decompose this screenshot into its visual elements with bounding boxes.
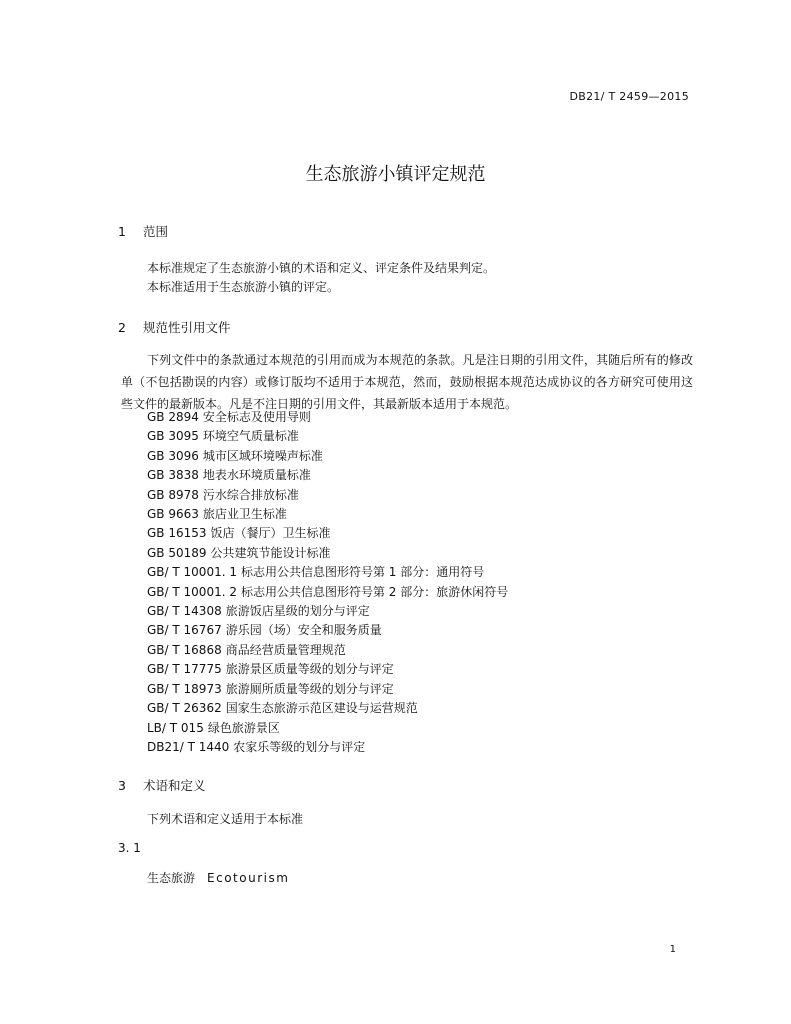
reference-item	[147, 524, 508, 543]
reference-code: GB/ T 14308	[147, 604, 222, 619]
reference-item	[147, 621, 508, 640]
reference-code: GB/ T 10001. 1	[147, 565, 237, 580]
reference-item	[147, 486, 508, 505]
reference-name: 国家生态旅游示范区建设与运营规范	[225, 701, 418, 716]
reference-code: GB 50189	[147, 545, 207, 560]
section-title: 术语和定义	[143, 778, 206, 793]
reference-list	[147, 408, 508, 757]
reference-item	[147, 466, 508, 485]
reference-item	[147, 719, 508, 738]
reference-code: GB/ T 16767	[147, 623, 222, 638]
reference-name: 安全标志及使用导则	[202, 410, 311, 424]
reference-name: 旅店业卫生标准	[202, 507, 287, 522]
standard-code: DB21/ T 2459—2015	[569, 90, 689, 103]
reference-item	[147, 660, 508, 679]
reference-item	[147, 738, 508, 757]
scope-paragraph-1: 本标准规定了生态旅游小镇的术语和定义、评定条件及结果判定。	[147, 261, 496, 275]
scope-paragraph-2: 本标准适用于生态旅游小镇的评定。	[147, 280, 340, 294]
reference-name: 环境空气质量标准	[202, 429, 299, 444]
reference-item	[147, 544, 508, 563]
reference-code: GB 16153	[147, 526, 207, 541]
reference-code: GB/ T 18973	[147, 681, 222, 696]
reference-code: LB/ T 015	[147, 720, 204, 735]
reference-code: GB 3095	[147, 429, 199, 444]
reference-code: GB 3096	[147, 448, 199, 463]
term-entry	[147, 869, 289, 886]
reference-code: GB 3838	[147, 468, 199, 483]
reference-item	[147, 699, 508, 718]
reference-name: 旅游饭店星级的划分与评定	[225, 604, 370, 619]
reference-name: 标志用公共信息图形符号第 2 部分：旅游休闲符号	[240, 584, 509, 599]
section-number: 3	[118, 778, 126, 793]
references-intro-paragraph: 下列文件中的条款通过本规范的引用而成为本规范的条款。凡是注日期的引用文件，其随后所有的修改单（不包括勘误的内容）或修订版均不适用于本规范，然而，鼓励根据本规范达成协议的各方研究可使用这些文件的最新版本。凡是不注日期的引用文件，其最新版本适用于本规范。	[121, 353, 693, 411]
reference-item	[147, 602, 508, 621]
reference-name: 公共建筑节能设计标准	[210, 545, 331, 560]
reference-item	[147, 505, 508, 524]
reference-name: 旅游厕所质量等级的划分与评定	[225, 681, 394, 696]
reference-name: 农家乐等级的划分与评定	[233, 739, 366, 754]
page-number: 1	[669, 944, 676, 955]
reference-item	[147, 408, 508, 427]
reference-code: GB/ T 16868	[147, 642, 222, 657]
reference-name: 商品经营质量管理规范	[225, 642, 346, 657]
section-2-heading	[118, 318, 231, 336]
reference-item	[147, 427, 508, 446]
reference-code: GB 2894	[147, 410, 199, 424]
reference-name: 污水综合排放标准	[202, 487, 299, 502]
reference-item	[147, 447, 508, 466]
document-title: 生态旅游小镇评定规范	[305, 164, 486, 185]
reference-name: 标志用公共信息图形符号第 1 部分：通用符号	[240, 565, 485, 580]
reference-code: DB21/ T 1440	[147, 739, 230, 754]
reference-code: GB/ T 17775	[147, 662, 222, 677]
reference-name: 饭店（餐厅）卫生标准	[210, 526, 331, 541]
section-3-heading	[118, 776, 206, 794]
reference-item	[147, 641, 508, 660]
section-title: 范围	[143, 224, 169, 239]
reference-name: 绿色旅游景区	[207, 720, 280, 735]
reference-code: GB 8978	[147, 487, 199, 502]
clause-number: 3. 1	[118, 841, 141, 855]
terms-intro: 下列术语和定义适用于本标准	[147, 812, 304, 826]
reference-name: 游乐园（场）安全和服务质量	[225, 623, 382, 638]
reference-name: 地表水环境质量标准	[202, 468, 311, 483]
reference-code: GB/ T 10001. 2	[147, 584, 237, 599]
reference-item	[147, 563, 508, 582]
term-english: Ecotourism	[207, 871, 290, 885]
reference-code: GB/ T 26362	[147, 701, 222, 716]
reference-item	[147, 583, 508, 602]
term-chinese: 生态旅游	[147, 871, 196, 885]
section-1-heading	[118, 222, 168, 240]
section-title: 规范性引用文件	[143, 320, 231, 335]
section-number: 2	[118, 320, 126, 335]
reference-name: 城市区域环境噪声标准	[202, 448, 323, 463]
reference-code: GB 9663	[147, 507, 199, 522]
reference-item	[147, 680, 508, 699]
section-number: 1	[118, 224, 126, 239]
reference-name: 旅游景区质量等级的划分与评定	[225, 662, 394, 677]
